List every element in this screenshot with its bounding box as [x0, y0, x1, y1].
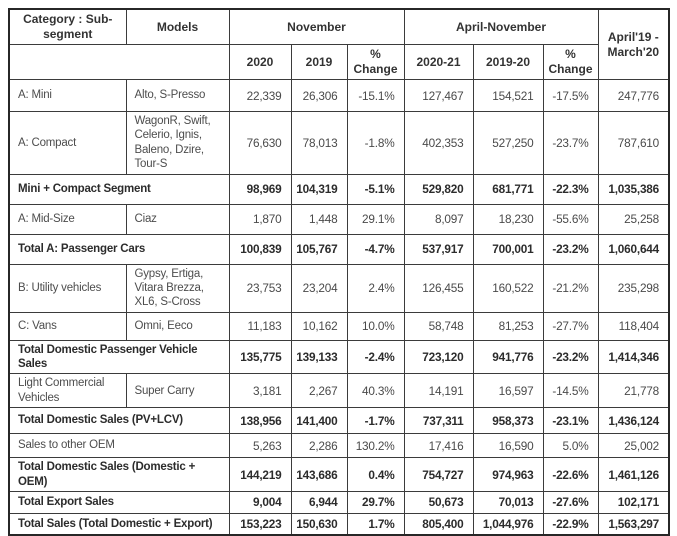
- value-cell: -23.2%: [543, 234, 598, 264]
- value-cell: 10,162: [291, 312, 347, 340]
- apr-2019-20-column-header: 2019-20: [473, 45, 543, 80]
- value-cell: 1,563,297: [598, 513, 669, 535]
- value-cell: -22.9%: [543, 513, 598, 535]
- category-cell: A: Mini: [9, 80, 126, 112]
- nov-change-column-header: % Change: [347, 45, 404, 80]
- summary-row: [9, 458, 669, 492]
- value-cell: 0.4%: [347, 458, 404, 492]
- summary-row: [9, 408, 669, 434]
- models-cell: WagonR, Swift, Celerio, Ignis, Baleno, Dzire, Tour-S: [126, 112, 229, 175]
- row-label-cell: Total Sales (Total Domestic + Export): [9, 513, 229, 535]
- row-label-cell: Total Domestic Sales (PV+LCV): [9, 408, 229, 434]
- summary-row: [9, 234, 669, 264]
- row-label-cell: Total Domestic Passenger Vehicle Sales: [9, 340, 229, 374]
- value-cell: 22,339: [229, 80, 291, 112]
- row-label-cell: Total Domestic Sales (Domestic + OEM): [9, 458, 229, 492]
- value-cell: 126,455: [404, 264, 473, 312]
- value-cell: 58,748: [404, 312, 473, 340]
- value-cell: 537,917: [404, 234, 473, 264]
- value-cell: -27.6%: [543, 491, 598, 513]
- value-cell: 70,013: [473, 491, 543, 513]
- value-cell: 737,311: [404, 408, 473, 434]
- value-cell: 10.0%: [347, 312, 404, 340]
- sales-table: [8, 8, 670, 536]
- value-cell: 100,839: [229, 234, 291, 264]
- value-cell: 247,776: [598, 80, 669, 112]
- row-label-cell: Total A: Passenger Cars: [9, 234, 229, 264]
- value-cell: 723,120: [404, 340, 473, 374]
- value-cell: 139,133: [291, 340, 347, 374]
- category-cell: B: Utility vehicles: [9, 264, 126, 312]
- models-cell: Gypsy, Ertiga, Vitara Brezza, XL6, S-Cross: [126, 264, 229, 312]
- value-cell: 529,820: [404, 174, 473, 204]
- value-cell: 5,263: [229, 434, 291, 458]
- value-cell: 23,753: [229, 264, 291, 312]
- value-cell: 29.7%: [347, 491, 404, 513]
- row-label-cell: Sales to other OEM: [9, 434, 229, 458]
- value-cell: 2.4%: [347, 264, 404, 312]
- category-cell: Light Commercial Vehicles: [9, 374, 126, 408]
- value-cell: 2,267: [291, 374, 347, 408]
- value-cell: 25,002: [598, 434, 669, 458]
- value-cell: -5.1%: [347, 174, 404, 204]
- value-cell: 1,044,976: [473, 513, 543, 535]
- empty-header-cell: [9, 45, 229, 80]
- models-cell: Alto, S-Presso: [126, 80, 229, 112]
- segment-row: [9, 204, 669, 234]
- value-cell: -22.6%: [543, 458, 598, 492]
- value-cell: 1,035,386: [598, 174, 669, 204]
- nov-2020-column-header: 2020: [229, 45, 291, 80]
- value-cell: 700,001: [473, 234, 543, 264]
- value-cell: -1.8%: [347, 112, 404, 175]
- value-cell: 958,373: [473, 408, 543, 434]
- row-label-cell: Mini + Compact Segment: [9, 174, 229, 204]
- summary-row: [9, 340, 669, 374]
- value-cell: 754,727: [404, 458, 473, 492]
- apr-2020-21-column-header: 2020-21: [404, 45, 473, 80]
- value-cell: 974,963: [473, 458, 543, 492]
- value-cell: 160,522: [473, 264, 543, 312]
- value-cell: 2,286: [291, 434, 347, 458]
- summary-row: [9, 513, 669, 535]
- summary-row: [9, 491, 669, 513]
- segment-row: [9, 112, 669, 175]
- category-cell: A: Mid-Size: [9, 204, 126, 234]
- value-cell: -17.5%: [543, 80, 598, 112]
- value-cell: -4.7%: [347, 234, 404, 264]
- value-cell: 16,590: [473, 434, 543, 458]
- value-cell: 941,776: [473, 340, 543, 374]
- value-cell: 18,230: [473, 204, 543, 234]
- value-cell: 138,956: [229, 408, 291, 434]
- value-cell: -55.6%: [543, 204, 598, 234]
- value-cell: 40.3%: [347, 374, 404, 408]
- value-cell: 130.2%: [347, 434, 404, 458]
- value-cell: 141,400: [291, 408, 347, 434]
- value-cell: 9,004: [229, 491, 291, 513]
- value-cell: 1,414,346: [598, 340, 669, 374]
- value-cell: 17,416: [404, 434, 473, 458]
- value-cell: 127,467: [404, 80, 473, 112]
- models-column-header: Models: [126, 9, 229, 45]
- segment-row: [9, 374, 669, 408]
- category-column-header: Category : Sub-segment: [9, 9, 126, 45]
- value-cell: 527,250: [473, 112, 543, 175]
- value-cell: 29.1%: [347, 204, 404, 234]
- value-cell: 105,767: [291, 234, 347, 264]
- category-cell: C: Vans: [9, 312, 126, 340]
- value-cell: 25,258: [598, 204, 669, 234]
- value-cell: 143,686: [291, 458, 347, 492]
- header-group-row: [9, 9, 669, 45]
- value-cell: 154,521: [473, 80, 543, 112]
- value-cell: -27.7%: [543, 312, 598, 340]
- value-cell: 1.7%: [347, 513, 404, 535]
- value-cell: 135,775: [229, 340, 291, 374]
- value-cell: 98,969: [229, 174, 291, 204]
- value-cell: 6,944: [291, 491, 347, 513]
- header-subcolumn-row: [9, 45, 669, 80]
- category-cell: A: Compact: [9, 112, 126, 175]
- value-cell: 235,298: [598, 264, 669, 312]
- value-cell: -2.4%: [347, 340, 404, 374]
- value-cell: 402,353: [404, 112, 473, 175]
- models-cell: Super Carry: [126, 374, 229, 408]
- value-cell: 78,013: [291, 112, 347, 175]
- value-cell: 8,097: [404, 204, 473, 234]
- value-cell: -14.5%: [543, 374, 598, 408]
- value-cell: 150,630: [291, 513, 347, 535]
- value-cell: -23.1%: [543, 408, 598, 434]
- value-cell: 787,610: [598, 112, 669, 175]
- value-cell: 144,219: [229, 458, 291, 492]
- value-cell: 805,400: [404, 513, 473, 535]
- value-cell: -22.3%: [543, 174, 598, 204]
- segment-row: [9, 80, 669, 112]
- segment-row: [9, 312, 669, 340]
- value-cell: -21.2%: [543, 264, 598, 312]
- value-cell: 16,597: [473, 374, 543, 408]
- value-cell: 21,778: [598, 374, 669, 408]
- models-cell: Omni, Eeco: [126, 312, 229, 340]
- row-label-cell: Total Export Sales: [9, 491, 229, 513]
- value-cell: 26,306: [291, 80, 347, 112]
- sales-table-body: [9, 80, 669, 536]
- value-cell: 1,060,644: [598, 234, 669, 264]
- value-cell: -23.7%: [543, 112, 598, 175]
- value-cell: 1,436,124: [598, 408, 669, 434]
- value-cell: 1,461,126: [598, 458, 669, 492]
- value-cell: -1.7%: [347, 408, 404, 434]
- segment-row: [9, 264, 669, 312]
- value-cell: 76,630: [229, 112, 291, 175]
- value-cell: 23,204: [291, 264, 347, 312]
- models-cell: Ciaz: [126, 204, 229, 234]
- value-cell: 5.0%: [543, 434, 598, 458]
- value-cell: 681,771: [473, 174, 543, 204]
- value-cell: 102,171: [598, 491, 669, 513]
- fiscal-year-column-header: April'19 - March'20: [598, 9, 669, 80]
- november-group-header: November: [229, 9, 404, 45]
- nov-2019-column-header: 2019: [291, 45, 347, 80]
- value-cell: -15.1%: [347, 80, 404, 112]
- april-november-group-header: April-November: [404, 9, 598, 45]
- value-cell: 14,191: [404, 374, 473, 408]
- value-cell: 3,181: [229, 374, 291, 408]
- value-cell: -23.2%: [543, 340, 598, 374]
- value-cell: 104,319: [291, 174, 347, 204]
- value-cell: 1,870: [229, 204, 291, 234]
- value-cell: 1,448: [291, 204, 347, 234]
- value-cell: 50,673: [404, 491, 473, 513]
- apr-change-column-header: % Change: [543, 45, 598, 80]
- summary-row: [9, 434, 669, 458]
- value-cell: 153,223: [229, 513, 291, 535]
- value-cell: 81,253: [473, 312, 543, 340]
- summary-row: [9, 174, 669, 204]
- value-cell: 11,183: [229, 312, 291, 340]
- value-cell: 118,404: [598, 312, 669, 340]
